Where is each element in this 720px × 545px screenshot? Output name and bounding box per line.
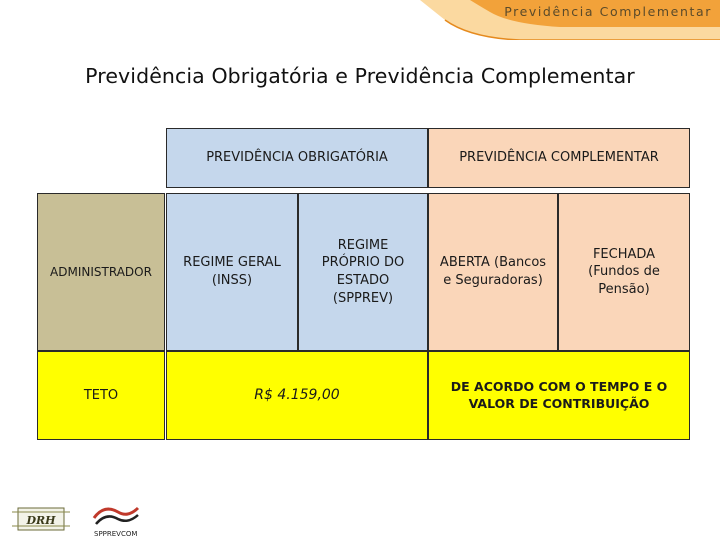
cell-regime-proprio: REGIME PRÓPRIO DO ESTADO (SPPREV) xyxy=(298,193,428,351)
spprevcom-logo-text: SPPREVCOM xyxy=(94,530,138,538)
slide-title: Previdência Obrigatória e Previdência Complementar xyxy=(85,64,635,88)
row-label-administrador: ADMINISTRADOR xyxy=(37,193,165,351)
row-label-teto: TETO xyxy=(37,351,165,440)
header-previdencia-obrigatoria: PREVIDÊNCIA OBRIGATÓRIA xyxy=(166,128,428,188)
cell-teto-complementar: DE ACORDO COM O TEMPO E O VALOR DE CONTRIBUIÇÃO xyxy=(428,351,690,440)
cell-fechada: FECHADA (Fundos de Pensão) xyxy=(558,193,690,351)
cell-regime-geral: REGIME GERAL (INSS) xyxy=(166,193,298,351)
footer-logos xyxy=(0,500,160,545)
drh-logo-text: DRH xyxy=(26,514,56,527)
cell-teto-obrigatoria: R$ 4.159,00 xyxy=(166,351,428,440)
header-title: Previdência Complementar xyxy=(504,4,712,19)
header-previdencia-complementar: PREVIDÊNCIA COMPLEMENTAR xyxy=(428,128,690,188)
cell-aberta: ABERTA (Bancos e Seguradoras) xyxy=(428,193,558,351)
spprevcom-logo xyxy=(88,500,148,540)
